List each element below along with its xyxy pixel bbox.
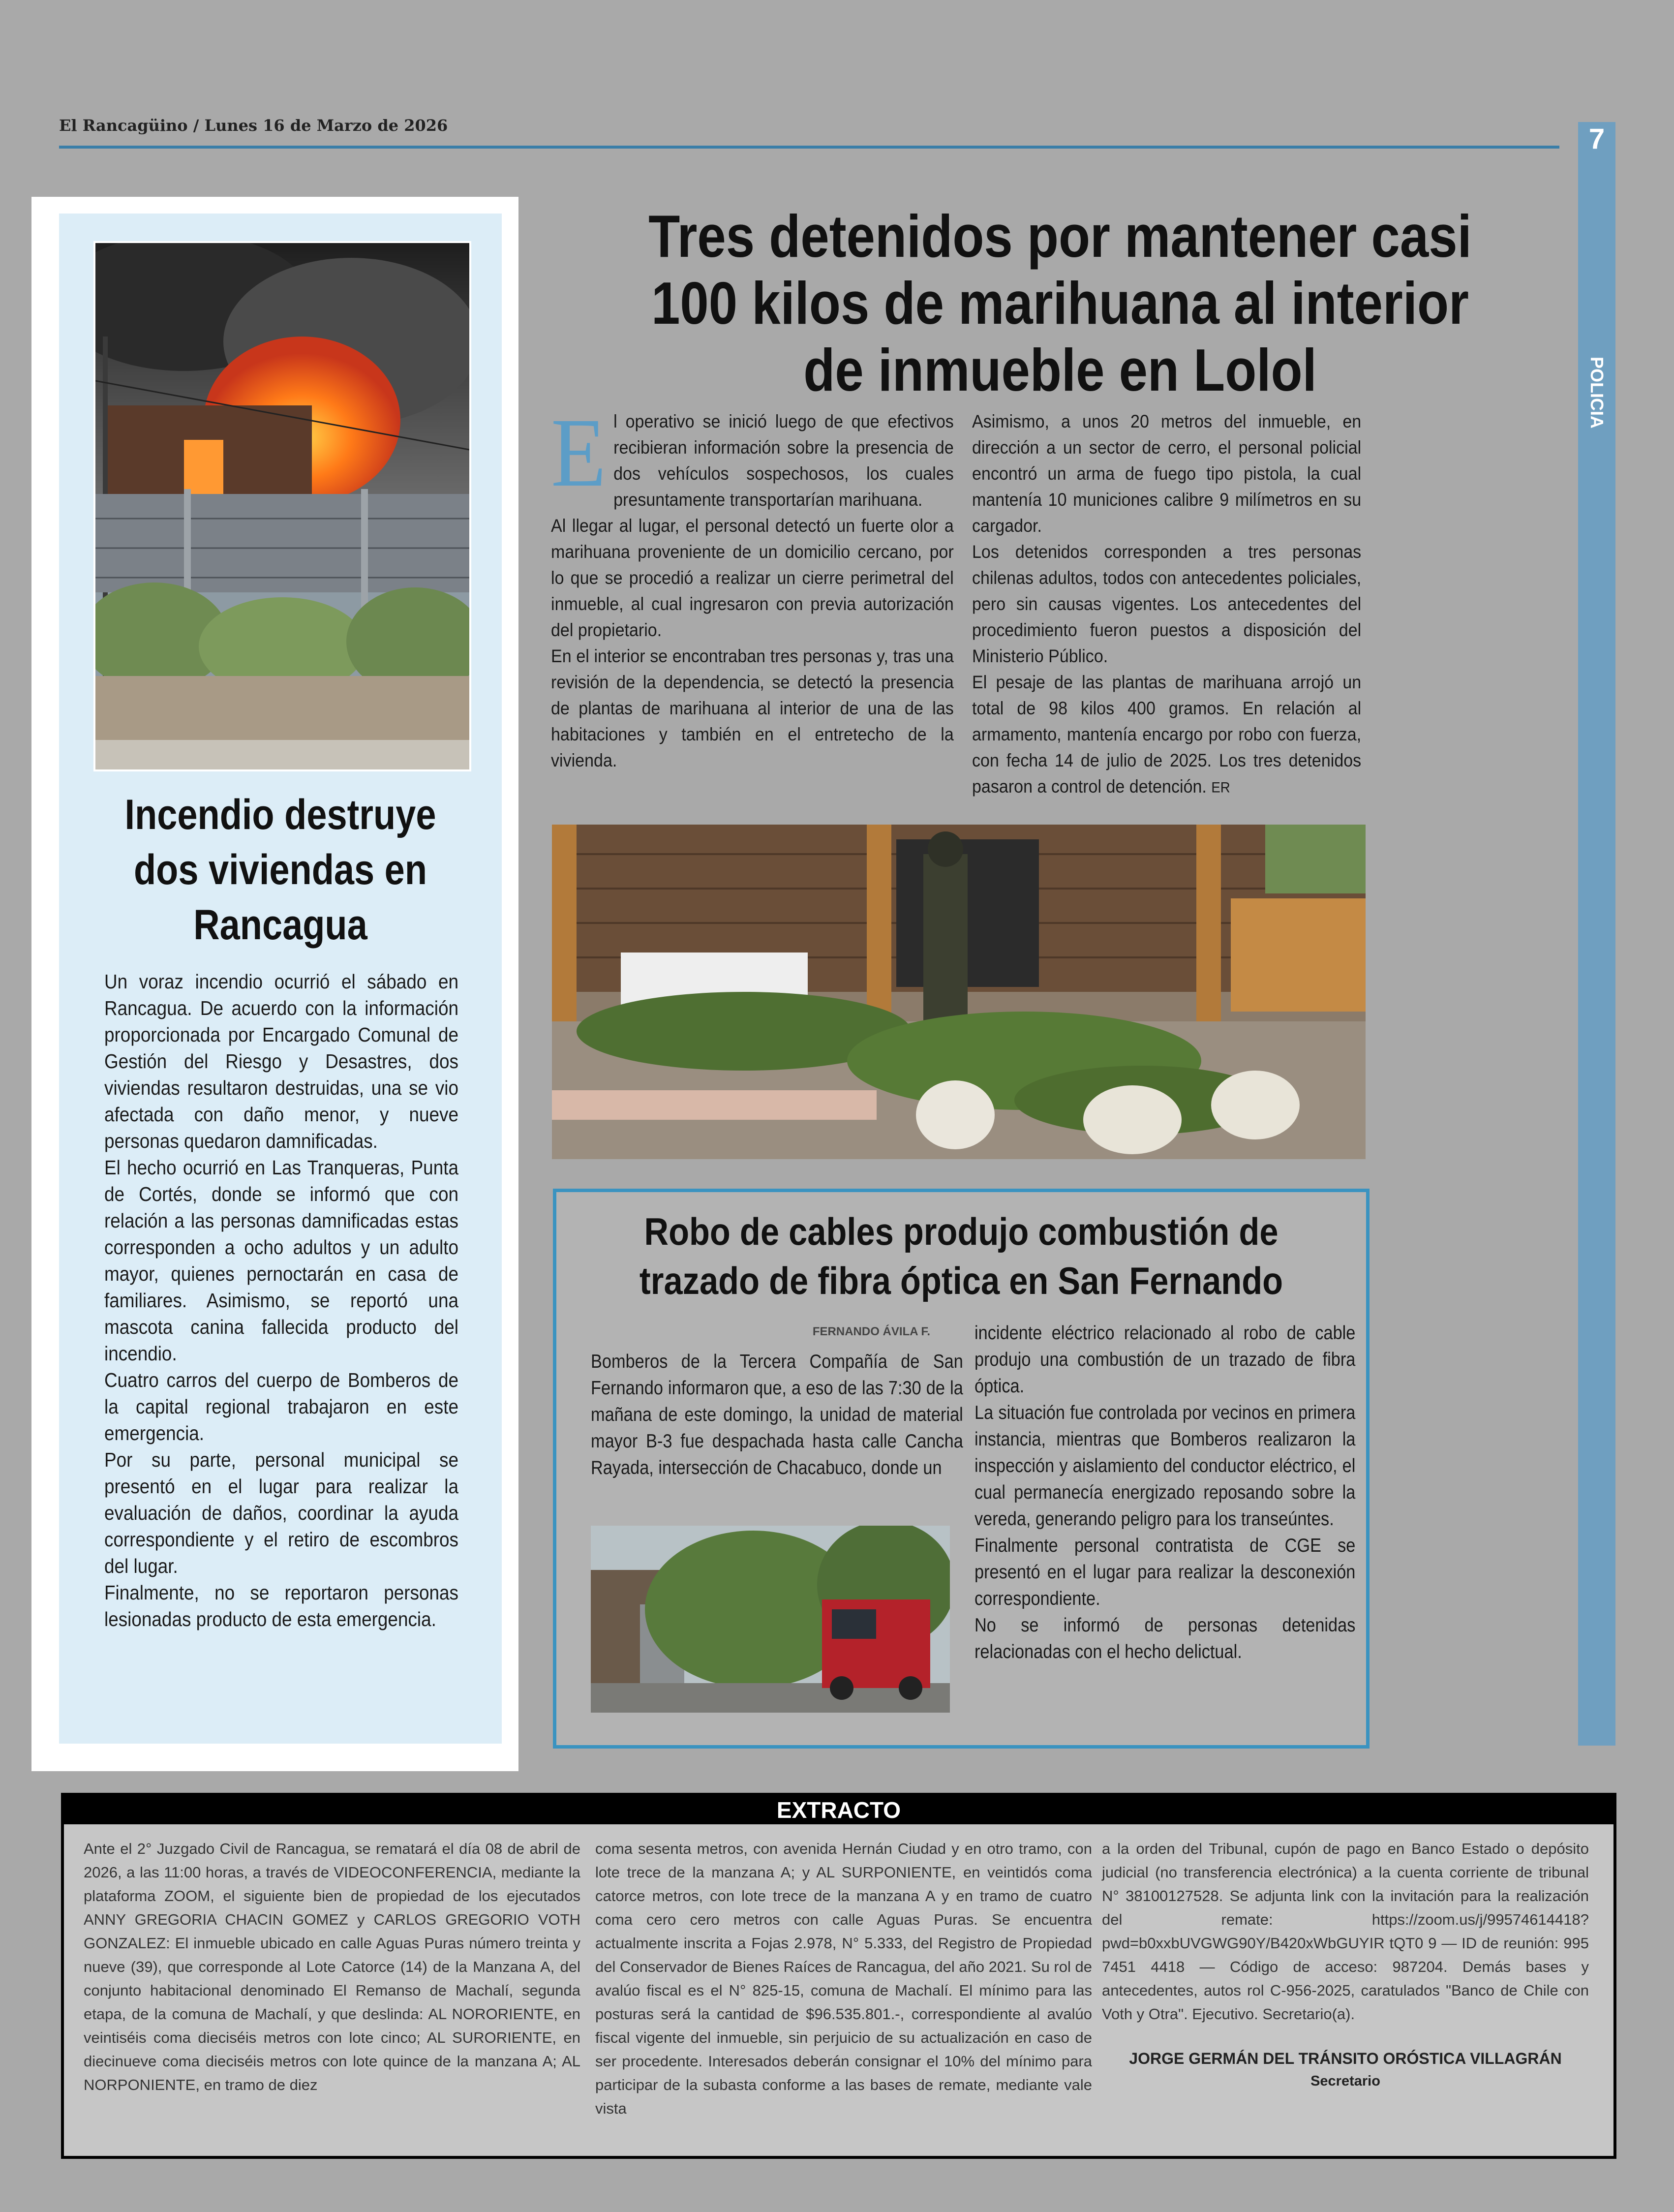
drug-seizure-image — [552, 825, 1366, 1159]
extract-column-2: coma sesenta metros, con avenida Hernán Ciudad y en otro tramo, con lote trece de la manzana A; y AL SURPONIENTE, en veintidós coma catorce metros, con lote trece de la manzana A y en tramo de cuatro coma cero cero metros con calle Aguas Puras. Se encuentra actualmente inscrita a Fojas 2.978, N° 5.333, del Registro de Propiedad del Conservador de Bienes Raíces de Rancagua, del año 2021. Su rol de avalúo fiscal es el N° 825-15, comuna de Machalí. El mínimo para las posturas será la cantidad de $96.535.801.-, correspondiente al avalúo fiscal vigente del inmueble, sin perjuicio de su actualización en caso de ser procedente. Interesados deberán consignar el 10% del mínimo para participar de la subasta conforme a las bases de remate, mediante vale vista — [595, 1840, 1092, 2117]
cable-story-paragraph: No se informó de personas detenidas relacionadas con el hecho delictual. — [974, 1615, 1356, 1662]
drug-seizure-photo — [552, 825, 1366, 1159]
section-sidebar — [1578, 122, 1615, 1746]
cable-story-byline: FERNANDO ÁVILA F. — [812, 1325, 930, 1338]
header-rule — [59, 146, 1559, 149]
fire-photo — [93, 241, 471, 771]
fire-story-paragraph: Un voraz incendio ocurrió el sábado en Rancagua. De acuerdo con la información proporcionada por Encargado Comunal de Gestión del Riesgo y Desastres, dos viviendas resultaron destruidas, una se vio afectada con daño menor, y nueve personas quedaron damnificadas. — [104, 970, 458, 1152]
end-mark: ER — [1211, 779, 1230, 796]
fire-story-paragraph: Por su parte, personal municipal se presentó en el lugar para realizar la evaluación de daños, coordinar la ayuda correspondiente y el retiro de escombros del lugar. — [104, 1448, 458, 1577]
fire-story-headline: Incendio destruye dos viviendas en Rancagua — [124, 791, 436, 949]
cable-story-paragraph: La situación fue controlada por vecinos en primera instancia, mientras que Bomberos realizaron la inspección y aislamiento del conductor eléctrico, el cual permanecía energizado reposando sobre la vereda, generando peligro para los transeúntes. — [974, 1402, 1356, 1530]
drug-story-text: l operativo se inició luego de que efectivos recibieran información sobre la presencia de dos vehículos sospechosos, los cuales presuntamente transportarían marihuana. — [613, 411, 954, 510]
masthead: El Rancagüino / Lunes 16 de Marzo de 2026 — [59, 116, 448, 135]
drug-story-paragraph: Al llegar al lugar, el personal detectó un fuerte olor a marihuana proveniente de un domicilio cercano, por lo que se procedió a realizar un cierre perimetral del inmueble, al cual ingresaron con previa autorización del propietario. — [551, 516, 954, 640]
page-number: 7 — [1588, 123, 1605, 155]
fire-photo-image — [95, 243, 469, 769]
drug-story-column-1 — [551, 399, 954, 773]
drug-story-paragraph — [972, 669, 1361, 801]
drug-story-paragraph — [551, 399, 954, 513]
fire-story-paragraph: El hecho ocurrió en Las Tranqueras, Punta de Cortés, donde se informó que con relación a las personas damnificadas estas corresponden a ocho adultos y un adulto mayor, quienes pernoctarán en casa de familiares. Asimismo, se reportó una mascota canina fallecida producto del incendio. — [104, 1156, 458, 1365]
cable-story-box — [553, 1189, 1370, 1749]
drug-story-paragraph: Los detenidos corresponden a tres personas chilenas adultos, todos con antecedentes policiales, pero sin causas vigentes. Los antecedentes del procedimiento fueron puestos a disposición del Ministerio Público. — [972, 542, 1362, 666]
extract-signer: JORGE GERMÁN DEL TRÁNSITO ORÓSTICA VILLAGRÁN — [1129, 2050, 1562, 2067]
extract-title: EXTRACTO — [64, 1796, 1613, 1824]
drug-story-paragraph: Asimismo, a unos 20 metros del inmueble, en dirección a un sector de cerro, el personal policial encontró un arma de fuego tipo pistola, la cual mantenía 10 municiones calibre 9 milímetros en su cargador. — [972, 411, 1362, 536]
drug-story-headline: Tres detenidos por mantener casi 100 kilos de marihuana al interior de inmueble en Lolol — [648, 203, 1472, 403]
legal-extract — [61, 1793, 1616, 2159]
cable-story-paragraph: incidente eléctrico relacionado al robo de cable produjo una combustión de un trazado de fibra óptica. — [974, 1322, 1356, 1397]
fire-story-paragraph: Cuatro carros del cuerpo de Bomberos de la capital regional trabajaron en este emergencia. — [104, 1369, 458, 1444]
cable-story-paragraph: Finalmente personal contratista de CGE se presentó en el lugar para realizar la desconexión correspondiente. — [974, 1535, 1356, 1609]
fire-story-body — [104, 968, 458, 1632]
page-header — [59, 116, 1559, 148]
drug-story-column-2 — [972, 408, 1361, 801]
fire-truck-photo — [591, 1526, 950, 1713]
extract-column-1: Ante el 2° Juzgado Civil de Rancagua, se rematará el día 08 de abril de 2026, a las 11:00 horas, a través de VIDEOCONFERENCIA, mediante la plataforma ZOOM, el siguiente bien de propiedad de los ejecutados ANNY GREGORIA CHACIN GOMEZ y CARLOS GREGORIO VOTH GONZALEZ: El inmueble ubicado en calle Aguas Puras número treinta y nueve (39), que corresponde al Lote Catorce (14) de la Manzana A, del conjunto habitacional denominado El Remanso de Machalí, segunda etapa, de la comuna de Machalí, y que deslinda: AL NORORIENTE, en veintiséis coma dieciséis metros con lote cinco; AL SURORIENTE, en diecinueve coma dieciséis metros con lote quince de la manzana A; AL NORPONIENTE, en tramo de diez — [84, 1840, 580, 2093]
fire-story-paragraph: Finalmente, no se reportaron personas lesionadas producto de esta emergencia. — [104, 1581, 458, 1630]
cable-story-column-1: Bomberos de la Tercera Compañía de San Fernando informaron que, a eso de las 7:30 de la mañana de este domingo, la unidad de material mayor B-3 fue despachada hasta calle Cancha Rayada, intersección de Chacabuco, donde un — [591, 1351, 963, 1478]
drop-cap: E — [551, 399, 607, 507]
cable-story-headline: Robo de cables produjo combustión de trazado de fibra óptica en San Fernando — [639, 1210, 1283, 1302]
extract-column-3: a la orden del Tribunal, cupón de pago en Banco Estado o depósito judicial (no transferencia electrónica) a la cuenta corriente de tribunal N° 38100127528. Se adjunta link con la invitación para la realización del remate: https://zoom.us/j/99574614418?pwd=b0xxbUVGWG90Y/B420xWbGUYIR tQT0 9 — ID de reunión: 995 7451 4418 — Código de acceso: 987204. Demás bases y antecedentes, autos rol C-956-2025, caratulados "Banco de Chile con Voth y Otra". Ejecutivo. Secretario(a). — [1102, 1840, 1589, 2023]
fire-truck-image — [591, 1526, 950, 1713]
section-label: POLICIA — [1587, 356, 1607, 429]
drug-story-paragraph: En el interior se encontraban tres personas y, tras una revisión de la dependencia, se detectó la presencia de plantas de marihuana al interior de una de las habitaciones y también en el entretecho de la vivienda. — [551, 646, 954, 770]
drug-story-text: El pesaje de las plantas de marihuana arrojó un total de 98 kilos 400 gramos. En relación al armamento, mantenía encargo por robo con fuerza, con fecha 14 de julio de 2025. Los tres detenidos pasaron a control de detención. — [972, 672, 1362, 797]
cable-story-column-2 — [974, 1320, 1355, 1665]
extract-signer-role: Secretario — [1310, 2073, 1380, 2089]
